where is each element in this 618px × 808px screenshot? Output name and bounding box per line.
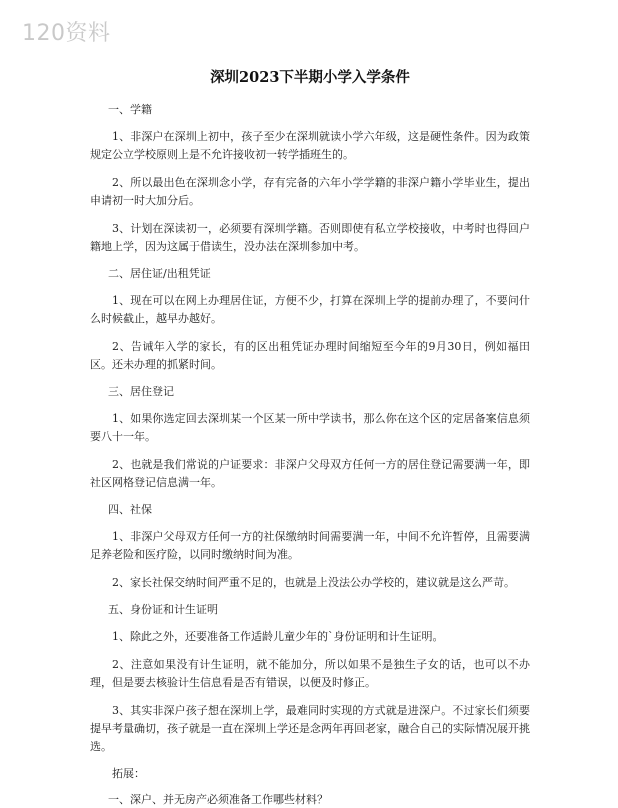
section-student-status	[90, 102, 530, 256]
paragraph: 2、也就是我们常说的户证要求：非深户父母双方任何一方的居住登记需要满一年，即社区网格登记信息满一年。	[90, 458, 530, 489]
paragraph: 1、除此之外，还要准备工作适龄儿童少年的`身份证明和计生证明。	[112, 630, 444, 643]
section-social-security	[90, 502, 530, 592]
section-residence-permit	[90, 266, 530, 374]
paragraph: 2、注意如果没有计生证明，就不能加分，所以如果不是独生子女的话，也可以不办理，但是要去核验计生信息看是否有错误，以便及时修正。	[90, 658, 530, 689]
section-heading: 五、身份证和计生证明	[108, 603, 218, 616]
paragraph: 2、家长社保交纳时间严重不足的，也就是上没法公办学校的，建议就是这么严苛。	[112, 576, 515, 589]
paragraph: 2、告诫年入学的家长，有的区出租凭证办理时间缩短至今年的9月30日，例如福田区。还未办理的抓紧时间。	[90, 340, 530, 371]
extension-section	[90, 766, 530, 808]
section-heading: 三、居住登记	[108, 385, 174, 398]
document-page	[90, 68, 530, 808]
section-heading: 二、居住证/出租凭证	[108, 267, 211, 280]
paragraph: 3、其实非深户孩子想在深圳上学，最难同时实现的方式就是进深户。不过家长们须要提早考量确切，孩子就是一直在深圳上学还是念两年再回老家，融合自己的实际情况展开挑选。	[90, 704, 530, 753]
paragraph: 2、所以最出色在深圳念小学，存有完备的六年小学学籍的非深户籍小学毕业生，提出申请初一时大加分后。	[90, 176, 530, 207]
paragraph: 1、非深户在深圳上初中，孩子至少在深圳就读小学六年级，这是硬性条件。因为政策规定公立学校原则上是不允许接收初一转学插班生的。	[90, 130, 530, 161]
paragraph: 1、如果你选定回去深圳某一个区某一所中学读书，那么你在这个区的定居备案信息须要八十一年。	[90, 412, 530, 443]
paragraph: 1、非深户父母双方任何一方的社保缴纳时间需要满一年，中间不允许暂停，且需要满足养老险和医疗险，以同时缴纳时间为准。	[90, 530, 530, 561]
section-heading: 四、社保	[108, 503, 152, 516]
extension-label: 拓展：	[112, 767, 145, 780]
section-residence-registration	[90, 384, 530, 492]
paragraph: 1、现在可以在网上办理居住证，方便不少，打算在深圳上学的提前办理了，不要问什么时候截止，越早办越好。	[90, 294, 530, 325]
document-title: 深圳2023下半期小学入学条件	[210, 69, 410, 86]
section-id-and-family-planning	[90, 602, 530, 756]
section-heading: 一、学籍	[108, 103, 152, 116]
watermark-logo: 120资料	[22, 21, 111, 46]
paragraph: 3、计划在深读初一，必须要有深圳学籍。否则即使有私立学校接收，中考时也得回户籍地上学，因为这属于借读生，没办法在深圳参加中考。	[90, 222, 530, 253]
extension-item: 一、深户、并无房产必须准备工作哪些材料？	[108, 793, 328, 806]
